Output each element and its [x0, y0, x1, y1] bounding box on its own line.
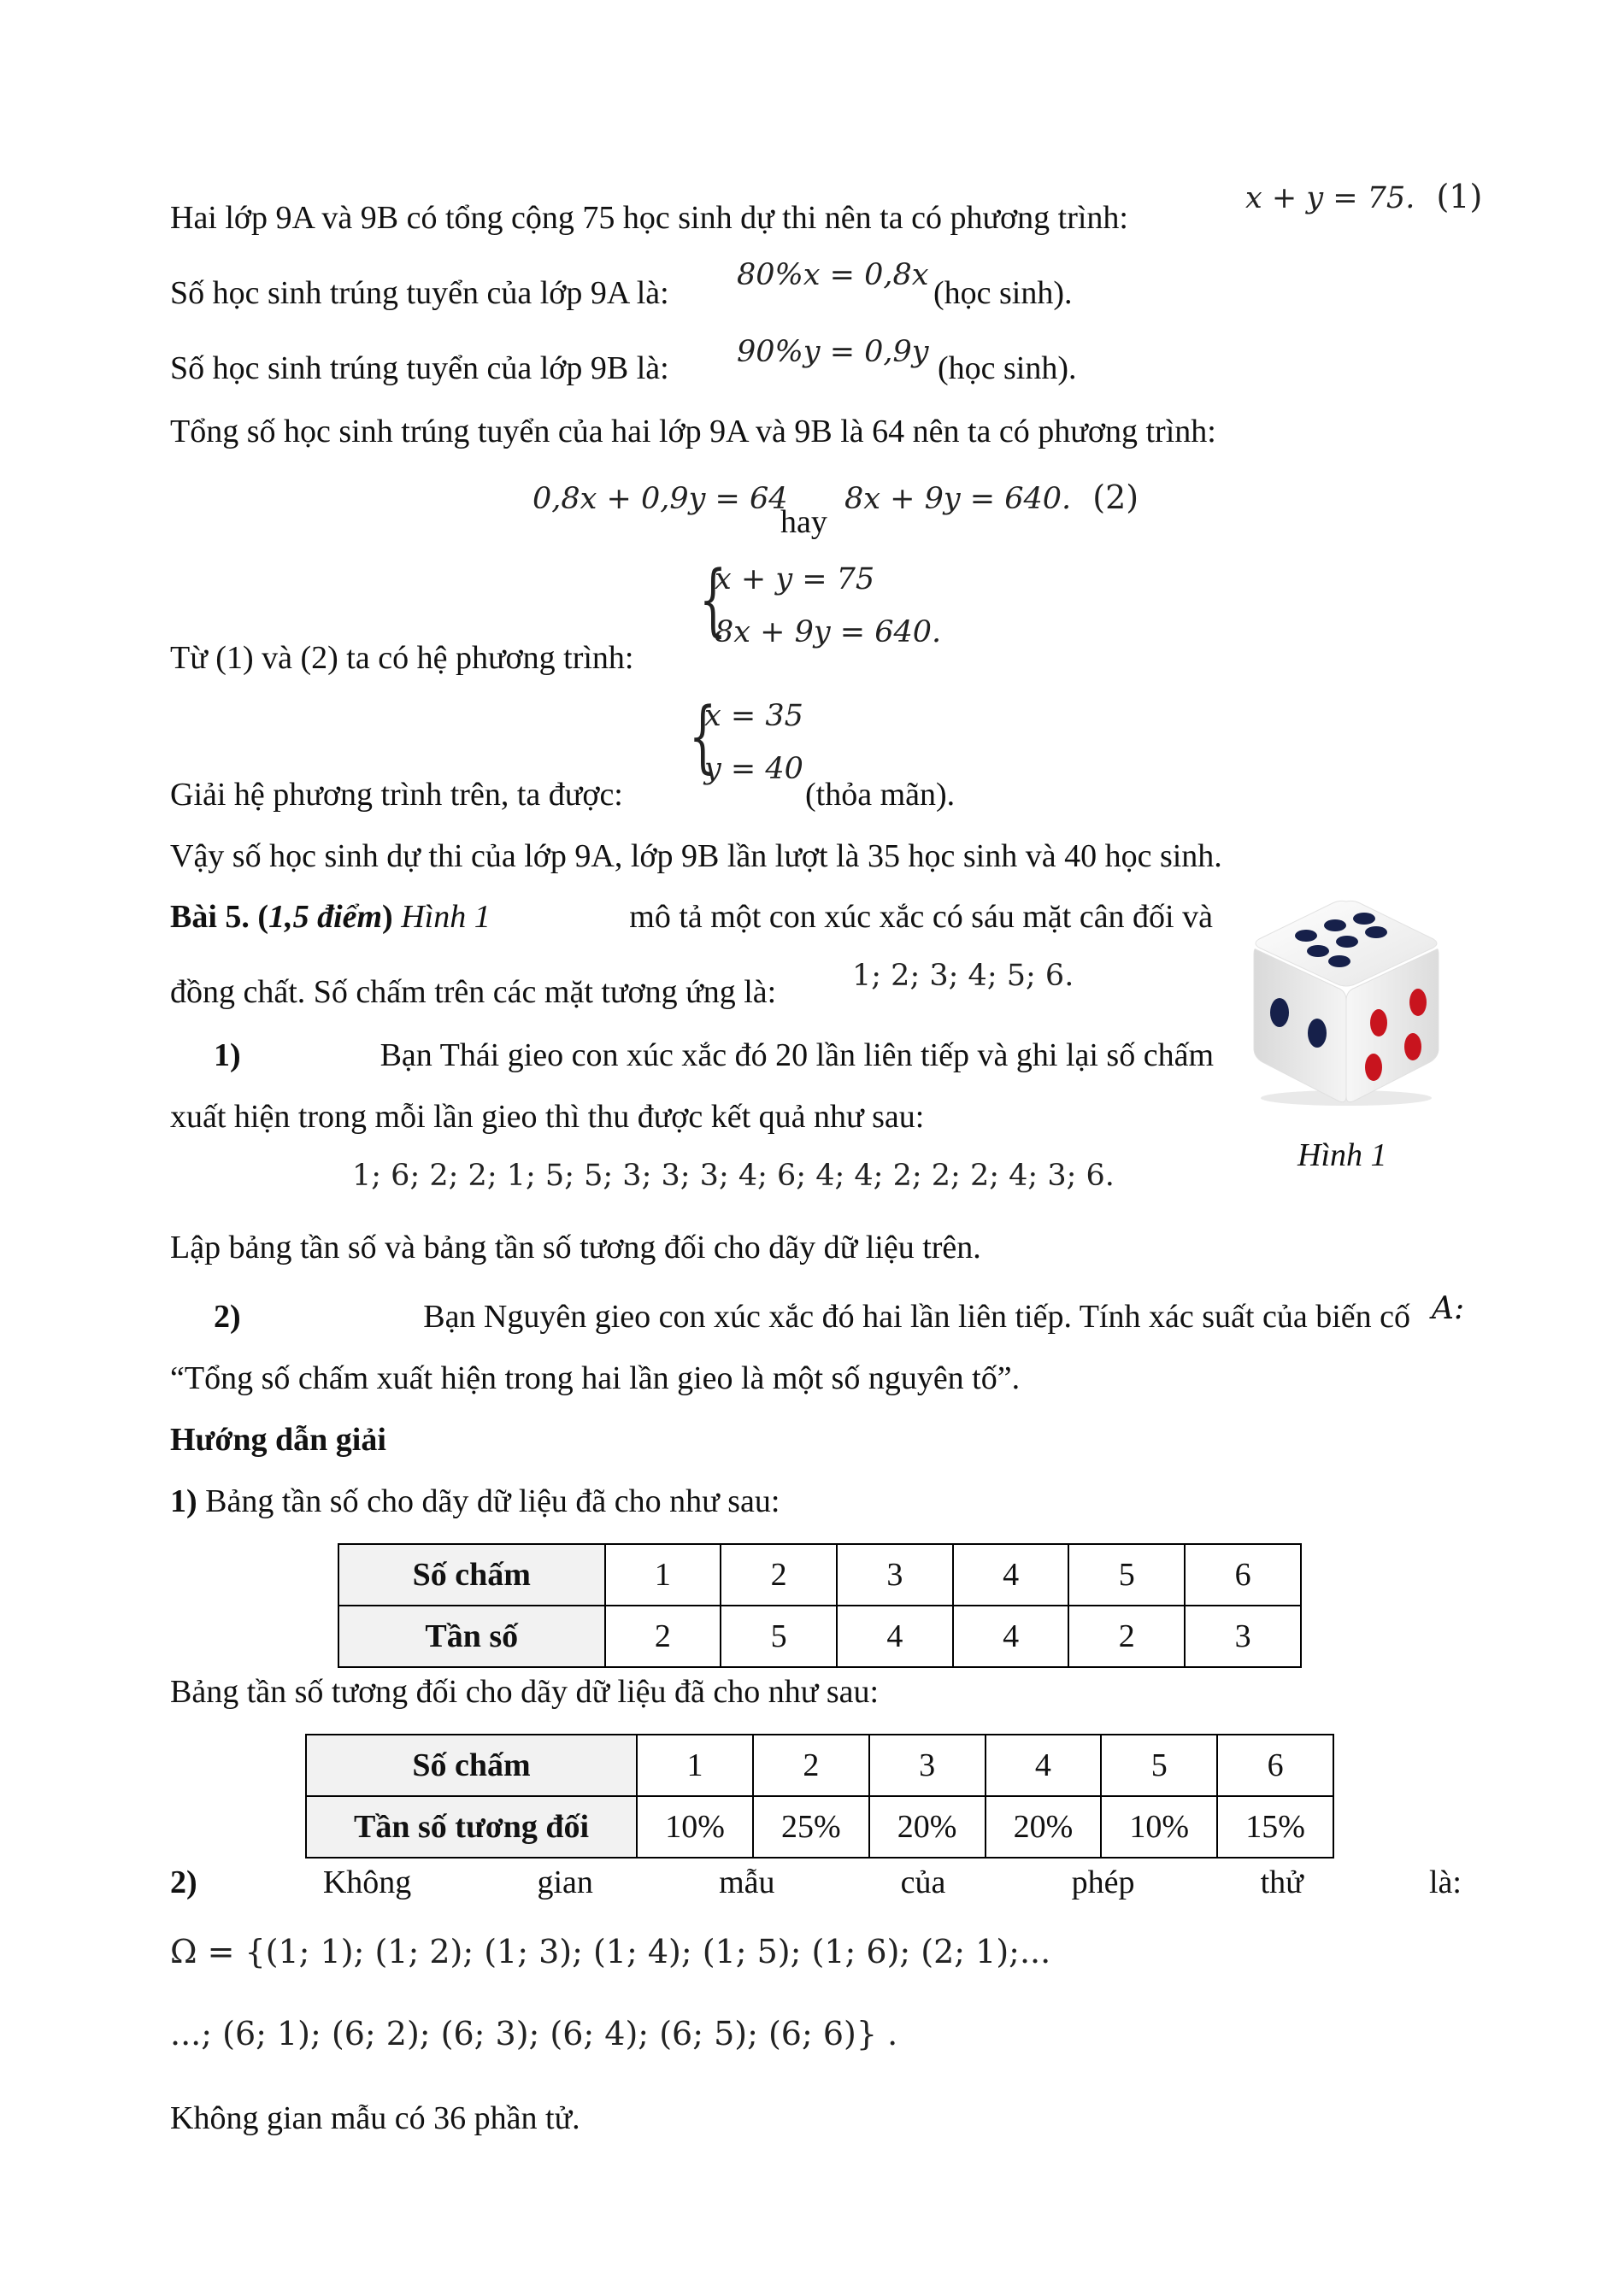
table-cell: 5 — [1068, 1544, 1185, 1606]
table-cell: 4 — [837, 1606, 953, 1667]
table-cell: 2 — [753, 1735, 869, 1796]
question-2-line-1: 2) Bạn Nguyên gieo con xúc xắc đó hai lần liên tiếp. Tính xác suất của biến cố — [214, 1299, 1410, 1335]
table-row — [338, 1606, 1301, 1667]
question-1-task: Lập bảng tần số và bảng tần số tương đối cho dãy dữ liệu trên. — [170, 1230, 981, 1265]
bai5-line-1: Bài 5. (1,5 điểm) Hình 1 mô tả một con xúc xắc có sáu mặt cân đối và — [170, 899, 1213, 935]
table-cell: 5 — [721, 1606, 837, 1667]
table-cell: 2 — [605, 1606, 721, 1667]
table-cell: 2 — [721, 1544, 837, 1606]
table-cell: 25% — [753, 1796, 869, 1858]
brace-icon: { — [699, 554, 727, 645]
solution-2-line-1: 2) Không gian mẫu của phép thử là: — [170, 1864, 1462, 1900]
figure-caption: Hình 1 — [1297, 1137, 1387, 1173]
hay-text: hay — [780, 504, 827, 540]
text-line-6: Từ (1) và (2) ta có hệ phương trình: — [170, 640, 634, 676]
table-cell: 3 — [837, 1544, 953, 1606]
dice-faces-list: 1; 2; 3; 4; 5; 6. — [852, 959, 1074, 993]
equation-3: 90%y = 0,9y — [737, 335, 929, 369]
text-line-8: Vậy số học sinh dự thi của lớp 9A, lớp 9B lần lượt là 35 học sinh và 40 học sinh. — [170, 838, 1222, 874]
table-cell: 10% — [1101, 1796, 1217, 1858]
relative-frequency-table — [305, 1734, 1334, 1859]
table-cell: 4 — [953, 1544, 1069, 1606]
equation-system-1: { x + y = 75 8x + 9y = 640. — [699, 554, 942, 649]
dice-image — [1244, 895, 1449, 1108]
question-1-line-1: 1) Bạn Thái gieo con xúc xắc đó 20 lần liên tiếp và ghi lại số chấm — [214, 1037, 1214, 1073]
table-cell: Số chấm — [338, 1544, 605, 1606]
table-cell: 4 — [986, 1735, 1102, 1796]
table-cell: 10% — [637, 1796, 753, 1858]
table-row — [306, 1735, 1333, 1796]
table-cell: 3 — [1185, 1606, 1301, 1667]
sample-space-line-2: ...; (6; 1); (6; 2); (6; 3); (6; 4); (6; 5); (6; 6)} . — [170, 2015, 898, 2052]
solution-1-text: 1) Bảng tần số cho dãy dữ liệu đã cho như sau: — [170, 1483, 780, 1519]
text-line-4: Tổng số học sinh trúng tuyển của hai lớp 9A và 9B là 64 nên ta có phương trình: — [170, 414, 1216, 449]
question-2-line-2: “Tổng số chấm xuất hiện trong hai lần gieo là một số nguyên tố”. — [170, 1360, 1021, 1396]
table-cell: Tần số — [338, 1606, 605, 1667]
sample-space-line-1: Ω = {(1; 1); (1; 2); (1; 3); (1; 4); (1; 5); (1; 6); (2; 1);... — [170, 1933, 1051, 1970]
table-cell: 2 — [1068, 1606, 1185, 1667]
solution-1-rel-text: Bảng tần số tương đối cho dãy dữ liệu đã cho như sau: — [170, 1674, 880, 1710]
table-cell: 20% — [869, 1796, 986, 1858]
table-row — [306, 1796, 1333, 1858]
bai5-line-2: đồng chất. Số chấm trên các mặt tương ứng là: — [170, 974, 777, 1010]
unit-text-2: (học sinh). — [933, 275, 1073, 311]
table-cell: 3 — [869, 1735, 986, 1796]
equation-2: 80%x = 0,8x — [737, 258, 929, 292]
question-1-line-2: xuất hiện trong mỗi lần gieo thì thu được kết quả như sau: — [170, 1099, 925, 1135]
equation-system-2: { x = 35 y = 40 — [689, 690, 803, 786]
text-line-7: Giải hệ phương trình trên, ta được: — [170, 777, 623, 813]
frequency-table — [338, 1543, 1302, 1668]
brace-icon: { — [689, 690, 717, 782]
table-cell: 1 — [637, 1735, 753, 1796]
table-cell: 6 — [1217, 1735, 1333, 1796]
table-cell: 20% — [986, 1796, 1102, 1858]
unit-text-3: (học sinh). — [938, 350, 1077, 386]
equation-1: x + y = 75. (1) — [1245, 178, 1483, 215]
text-line-1: Hai lớp 9A và 9B có tổng cộng 75 học sinh dự thi nên ta có phương trình: — [170, 200, 1128, 236]
text-line-3: Số học sinh trúng tuyển của lớp 9B là: — [170, 350, 669, 386]
table-cell: 5 — [1101, 1735, 1217, 1796]
table-cell: 15% — [1217, 1796, 1333, 1858]
data-sequence: 1; 6; 2; 2; 1; 5; 5; 3; 3; 3; 4; 6; 4; 4; 2; 2; 2; 4; 3; 6. — [352, 1159, 1115, 1193]
sample-space-count: Không gian mẫu có 36 phần tử. — [170, 2100, 580, 2136]
table-row — [338, 1544, 1301, 1606]
table-cell: 6 — [1185, 1544, 1301, 1606]
equation-4: 0,8x + 0,9y = 64 — [533, 482, 788, 516]
table-cell: Số chấm — [306, 1735, 637, 1796]
table-cell: Tần số tương đối — [306, 1796, 637, 1858]
equation-5: 8x + 9y = 640. (2) — [844, 479, 1139, 516]
event-label: A: — [1432, 1291, 1465, 1326]
solution-title: Hướng dẫn giải — [170, 1422, 386, 1458]
table-cell: 1 — [605, 1544, 721, 1606]
text-line-2: Số học sinh trúng tuyển của lớp 9A là: — [170, 275, 669, 311]
text-satisfied: (thỏa mãn). — [805, 777, 956, 813]
table-cell: 4 — [953, 1606, 1069, 1667]
